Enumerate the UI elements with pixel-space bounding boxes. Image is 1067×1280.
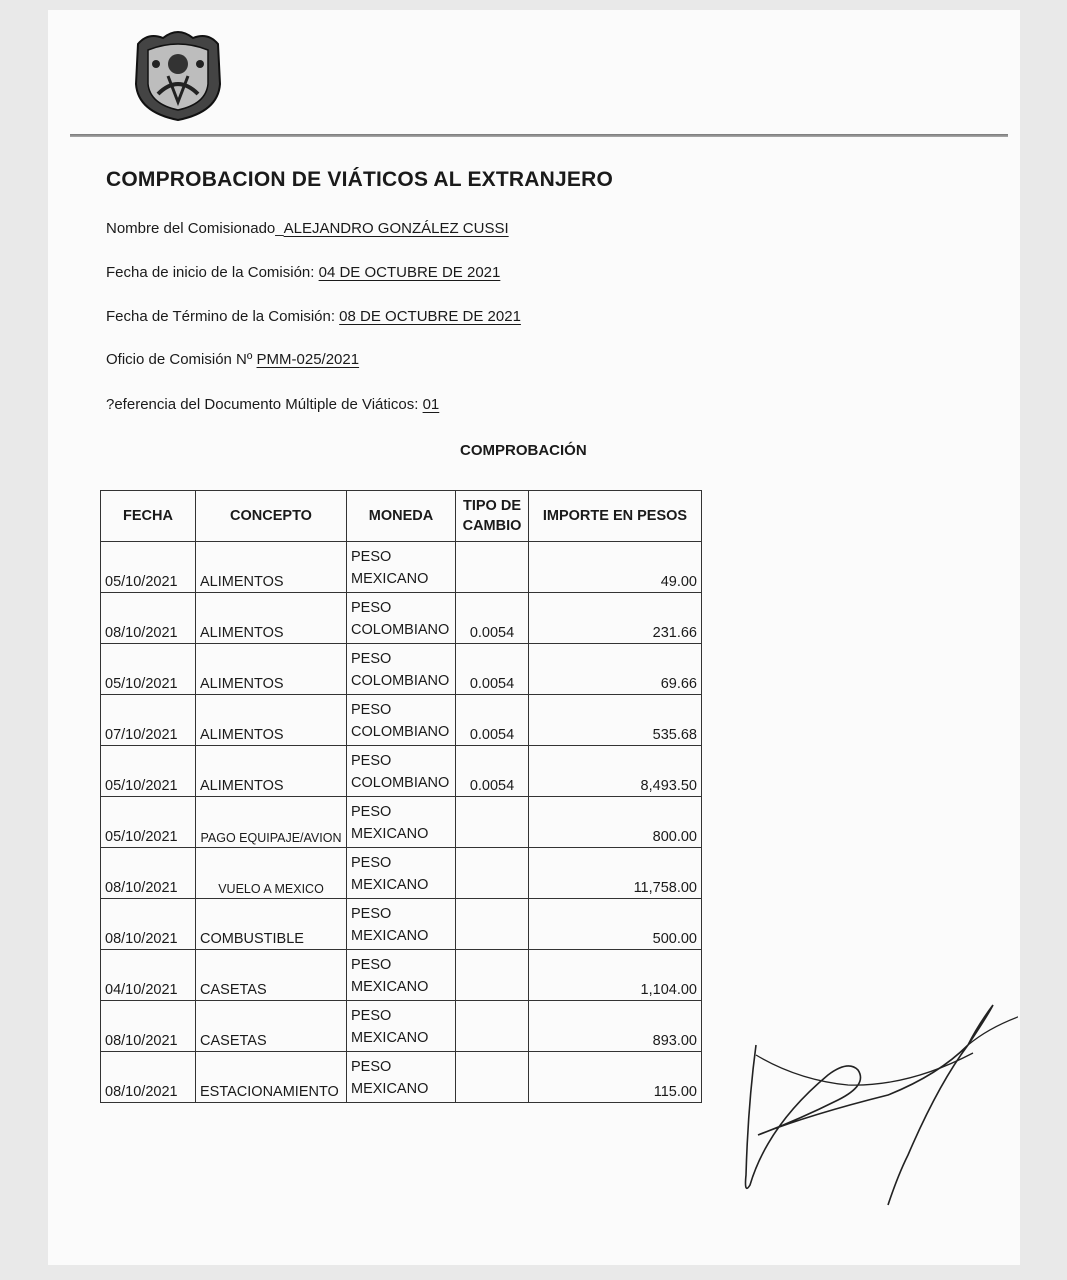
cell-fecha: 05/10/2021 [101, 746, 196, 797]
table-row [101, 1001, 702, 1052]
cell-importe: 49.00 [529, 542, 702, 593]
table-row [101, 695, 702, 746]
table-header-row [101, 491, 702, 542]
moneda-line2: COLOMBIANO [351, 724, 450, 740]
moneda-line2: MEXICANO [351, 1081, 429, 1097]
field-value: 01 [422, 396, 440, 413]
cell-tipo-cambio [456, 1052, 529, 1103]
moneda-line1: PESO [351, 651, 392, 667]
field-label: Fecha de Término de la Comisión: [106, 308, 340, 325]
moneda-line1: PESO [351, 804, 392, 820]
cell-moneda [347, 848, 456, 899]
table-row [101, 899, 702, 950]
cell-concepto: PAGO EQUIPAJE/AVION [196, 797, 347, 848]
cell-concepto: VUELO A MEXICO [196, 848, 347, 899]
cell-fecha: 05/10/2021 [101, 644, 196, 695]
cell-moneda [347, 593, 456, 644]
moneda-line1: PESO [351, 906, 392, 922]
table-row [101, 848, 702, 899]
moneda-line1: PESO [351, 600, 392, 616]
header-fecha: FECHA [101, 491, 196, 542]
cell-importe: 1,104.00 [529, 950, 702, 1001]
cell-moneda [347, 746, 456, 797]
cell-moneda [347, 695, 456, 746]
cell-tipo-cambio [456, 542, 529, 593]
field-value: PMM-025/2021 [256, 351, 360, 368]
field-start-date [106, 264, 500, 281]
cell-concepto: ALIMENTOS [196, 542, 347, 593]
moneda-line1: PESO [351, 855, 392, 871]
header-tipo-l1: TIPO DE [462, 498, 521, 514]
cell-tipo-cambio [456, 848, 529, 899]
table-row [101, 1052, 702, 1103]
table-row [101, 950, 702, 1001]
field-reference [106, 396, 439, 413]
cell-concepto: ALIMENTOS [196, 644, 347, 695]
expense-table [100, 490, 702, 1103]
cell-tipo-cambio: 0.0054 [456, 644, 529, 695]
cell-fecha: 05/10/2021 [101, 797, 196, 848]
document-title: COMPROBACION DE VIÁTICOS AL EXTRANJERO [106, 168, 613, 191]
field-value: ALEJANDRO GONZÁLEZ CUSSI [283, 220, 509, 237]
cell-concepto: ALIMENTOS [196, 695, 347, 746]
cell-importe: 115.00 [529, 1052, 702, 1103]
cell-fecha: 07/10/2021 [101, 695, 196, 746]
field-label: Oficio de Comisión Nº [106, 351, 257, 368]
moneda-line2: COLOMBIANO [351, 775, 450, 791]
moneda-line1: PESO [351, 957, 392, 973]
header-importe: IMPORTE EN PESOS [529, 491, 702, 542]
cell-concepto: CASETAS [196, 950, 347, 1001]
field-label: ?eferencia del Documento Múltiple de Viáticos: [106, 396, 423, 413]
moneda-line2: COLOMBIANO [351, 622, 450, 638]
moneda-line2: MEXICANO [351, 826, 429, 842]
cell-fecha: 08/10/2021 [101, 1052, 196, 1103]
moneda-line2: MEXICANO [351, 928, 429, 944]
cell-concepto: COMBUSTIBLE [196, 899, 347, 950]
moneda-line1: PESO [351, 1059, 392, 1075]
table-row [101, 593, 702, 644]
moneda-line1: PESO [351, 549, 392, 565]
field-value: 08 DE OCTUBRE DE 2021 [339, 308, 521, 325]
cell-importe: 800.00 [529, 797, 702, 848]
header-moneda: MONEDA [347, 491, 456, 542]
cell-concepto: ALIMENTOS [196, 593, 347, 644]
field-value: 04 DE OCTUBRE DE 2021 [318, 264, 501, 281]
cell-concepto: ESTACIONAMIENTO [196, 1052, 347, 1103]
table-row [101, 746, 702, 797]
municipal-seal-icon [128, 24, 228, 124]
cell-moneda [347, 542, 456, 593]
cell-tipo-cambio: 0.0054 [456, 746, 529, 797]
cell-fecha: 04/10/2021 [101, 950, 196, 1001]
moneda-line2: MEXICANO [351, 877, 429, 893]
cell-importe: 69.66 [529, 644, 702, 695]
cell-moneda [347, 899, 456, 950]
section-title: COMPROBACIÓN [460, 442, 587, 459]
moneda-line2: MEXICANO [351, 979, 429, 995]
cell-fecha: 08/10/2021 [101, 899, 196, 950]
handwritten-signature [738, 985, 1018, 1215]
cell-tipo-cambio [456, 797, 529, 848]
header-rule [70, 134, 1008, 137]
cell-concepto: CASETAS [196, 1001, 347, 1052]
header-concepto: CONCEPTO [196, 491, 347, 542]
cell-fecha: 08/10/2021 [101, 1001, 196, 1052]
cell-tipo-cambio [456, 950, 529, 1001]
cell-tipo-cambio [456, 1001, 529, 1052]
cell-fecha: 08/10/2021 [101, 848, 196, 899]
header-tipo-cambio [456, 491, 529, 542]
cell-importe: 535.68 [529, 695, 702, 746]
table-row [101, 542, 702, 593]
table-row [101, 797, 702, 848]
cell-moneda [347, 644, 456, 695]
header-tipo-l2: CAMBIO [462, 518, 522, 534]
moneda-line2: MEXICANO [351, 571, 429, 587]
moneda-line2: COLOMBIANO [351, 673, 450, 689]
cell-fecha: 05/10/2021 [101, 542, 196, 593]
field-commissioner [106, 220, 509, 237]
field-label: Fecha de inicio de la Comisión: [106, 264, 319, 281]
cell-importe: 8,493.50 [529, 746, 702, 797]
moneda-line1: PESO [351, 1008, 392, 1024]
cell-concepto: ALIMENTOS [196, 746, 347, 797]
cell-tipo-cambio [456, 899, 529, 950]
cell-moneda [347, 1001, 456, 1052]
field-end-date [106, 308, 521, 325]
cell-moneda [347, 950, 456, 1001]
field-office-number [106, 351, 359, 368]
cell-tipo-cambio: 0.0054 [456, 593, 529, 644]
field-label: Nombre del Comisionado_ [106, 220, 284, 237]
cell-importe: 893.00 [529, 1001, 702, 1052]
cell-importe: 231.66 [529, 593, 702, 644]
table-row [101, 644, 702, 695]
cell-moneda [347, 797, 456, 848]
document-page [48, 10, 1020, 1265]
cell-fecha: 08/10/2021 [101, 593, 196, 644]
cell-importe: 11,758.00 [529, 848, 702, 899]
cell-importe: 500.00 [529, 899, 702, 950]
moneda-line1: PESO [351, 753, 392, 769]
cell-tipo-cambio: 0.0054 [456, 695, 529, 746]
cell-moneda [347, 1052, 456, 1103]
moneda-line1: PESO [351, 702, 392, 718]
moneda-line2: MEXICANO [351, 1030, 429, 1046]
